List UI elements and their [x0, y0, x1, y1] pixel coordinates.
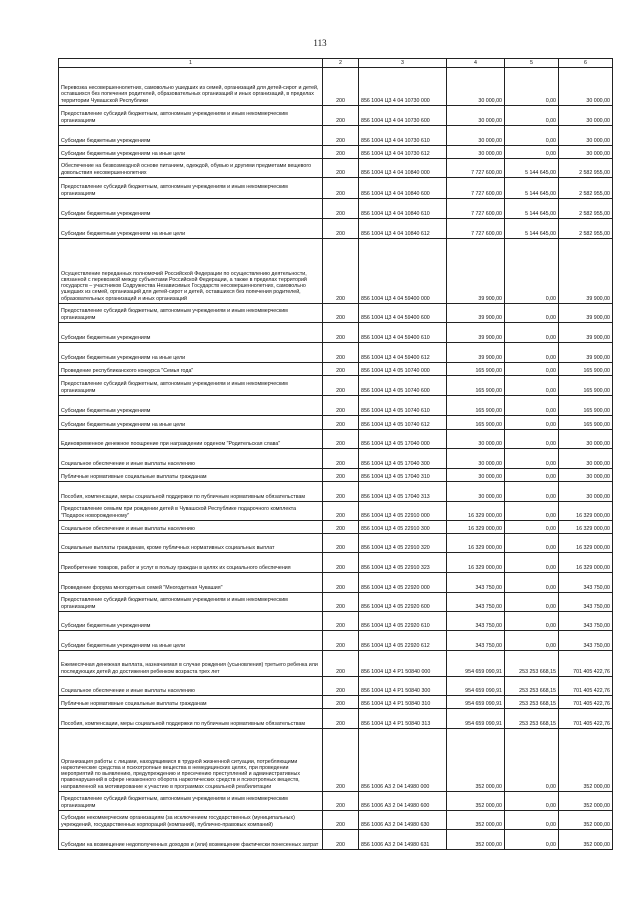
row-classification: 856 1004 Ц3 4 04 10730 610 — [359, 126, 447, 146]
row-executed-amount: 0,00 — [505, 68, 559, 106]
table-row — [59, 416, 613, 430]
table-row — [59, 792, 613, 811]
row-unexecuted-amount: 352 000,00 — [559, 729, 613, 792]
column-header: 6 — [559, 59, 613, 68]
row-unexecuted-amount: 701 405 422,76 — [559, 651, 613, 677]
row-classification: 856 1004 Ц3 4 05 22910 323 — [359, 553, 447, 573]
row-code: 200 — [323, 178, 359, 199]
row-name: Проведение форума многодетных семей "Многодетная Чувашия" — [59, 573, 323, 593]
row-code: 200 — [323, 376, 359, 396]
row-unexecuted-amount: 30 000,00 — [559, 68, 613, 106]
row-name: Осуществление переданных полномочий Российской Федерации по осуществлению деятельности, связанной с перевозкой между субъектами Российской Федерации, а также в пределах территорий государств – участников Содружества Независимых Государств несовершеннолетних, самовольно ушедших из семей, организаций для детей-сирот и детей, оставшихся без попечения родителей, образовательных организаций и иных организаций — [59, 239, 323, 304]
table-row — [59, 709, 613, 729]
row-executed-amount: 0,00 — [505, 573, 559, 593]
row-unexecuted-amount: 16 329 000,00 — [559, 534, 613, 553]
row-unexecuted-amount: 39 900,00 — [559, 343, 613, 363]
row-executed-amount: 0,00 — [505, 830, 559, 850]
row-name: Пособия, компенсации, меры социальной поддержки по публичным нормативным обязательствам — [59, 709, 323, 729]
row-code: 200 — [323, 651, 359, 677]
table-row — [59, 159, 613, 178]
row-name: Перевозка несовершеннолетних, самовольно ушедших из семей, организаций для детей-сирот и детей, оставшихся без попечения родителей, образовательных организаций и иных организаций, в пределах территории Чувашской Республики — [59, 68, 323, 106]
row-executed-amount: 0,00 — [505, 106, 559, 126]
row-classification: 856 1004 Ц3 4 04 10730 000 — [359, 68, 447, 106]
row-executed-amount: 0,00 — [505, 239, 559, 304]
table-row — [59, 68, 613, 106]
row-name: Социальные выплаты гражданам, кроме публичных нормативных социальных выплат — [59, 534, 323, 553]
row-code: 200 — [323, 502, 359, 521]
table-row — [59, 830, 613, 850]
row-classification: 856 1006 А3 2 04 14980 630 — [359, 811, 447, 830]
row-code: 200 — [323, 469, 359, 482]
row-classification: 856 1004 Ц3 4 05 10740 000 — [359, 363, 447, 376]
row-classification: 856 1004 Ц3 4 05 17040 300 — [359, 449, 447, 469]
table-row — [59, 651, 613, 677]
row-classification: 856 1004 Ц3 4 05 22920 000 — [359, 573, 447, 593]
row-unexecuted-amount: 16 329 000,00 — [559, 521, 613, 534]
row-approved-amount: 343 750,00 — [447, 631, 505, 651]
column-header: 1 — [59, 59, 323, 68]
row-code: 200 — [323, 612, 359, 631]
row-code: 200 — [323, 593, 359, 612]
table-row — [59, 482, 613, 502]
row-classification: 856 1004 Ц3 4 04 10840 612 — [359, 219, 447, 239]
table-row — [59, 343, 613, 363]
row-unexecuted-amount: 701 405 422,76 — [559, 677, 613, 696]
row-approved-amount: 39 900,00 — [447, 239, 505, 304]
row-code: 200 — [323, 811, 359, 830]
row-executed-amount: 0,00 — [505, 323, 559, 343]
row-name: Социальное обеспечение и иные выплаты населению — [59, 449, 323, 469]
column-header: 5 — [505, 59, 559, 68]
row-code: 200 — [323, 534, 359, 553]
row-approved-amount: 16 329 000,00 — [447, 521, 505, 534]
table-row — [59, 502, 613, 521]
row-approved-amount: 343 750,00 — [447, 612, 505, 631]
row-classification: 856 1006 А3 2 04 14980 600 — [359, 792, 447, 811]
row-name: Предоставление субсидий бюджетным, автономным учреждениям и иным некоммерческим организациям — [59, 792, 323, 811]
table-row — [59, 811, 613, 830]
row-classification: 856 1004 Ц3 4 05 10740 610 — [359, 396, 447, 416]
row-unexecuted-amount: 2 582 955,00 — [559, 159, 613, 178]
row-approved-amount: 954 659 090,91 — [447, 651, 505, 677]
row-classification: 856 1004 Ц3 4 05 17040 310 — [359, 469, 447, 482]
row-classification: 856 1004 Ц3 4 04 10840 000 — [359, 159, 447, 178]
row-classification: 856 1006 А3 2 04 14980 631 — [359, 830, 447, 850]
row-executed-amount: 0,00 — [505, 729, 559, 792]
row-code: 200 — [323, 449, 359, 469]
row-approved-amount: 30 000,00 — [447, 146, 505, 159]
row-name: Организация работы с лицами, находящимися в трудной жизненной ситуации, потребляющими наркотические средства и психотропные вещества в немедицинских целях, при проведении мероприятий по выявлению, предупреждению и пресечению преступлений и административных правонарушений в сфере незаконного оборота наркотических средств и психотропных веществ, направленной на мотивирование к участию в программах социальной реабилитации — [59, 729, 323, 792]
row-classification: 856 1004 Ц3 4 05 22920 612 — [359, 631, 447, 651]
row-classification: 856 1004 Ц3 4 04 59400 600 — [359, 304, 447, 323]
row-executed-amount: 0,00 — [505, 343, 559, 363]
row-classification: 856 1004 Ц3 4 05 17040 313 — [359, 482, 447, 502]
row-approved-amount: 39 900,00 — [447, 343, 505, 363]
row-classification: 856 1004 Ц3 4 05 22910 300 — [359, 521, 447, 534]
row-name: Предоставление субсидий бюджетным, автономным учреждениям и иным некоммерческим организациям — [59, 178, 323, 199]
row-name: Предоставление субсидий бюджетным, автономным учреждениям и иным некоммерческим организациям — [59, 304, 323, 323]
row-classification: 856 1004 Ц3 4 04 10730 612 — [359, 146, 447, 159]
row-name: Субсидии бюджетным учреждениям на иные цели — [59, 146, 323, 159]
row-code: 200 — [323, 573, 359, 593]
row-executed-amount: 0,00 — [505, 430, 559, 449]
row-unexecuted-amount: 30 000,00 — [559, 449, 613, 469]
row-approved-amount: 30 000,00 — [447, 106, 505, 126]
row-unexecuted-amount: 165 900,00 — [559, 416, 613, 430]
row-classification: 856 1004 Ц3 4 05 22910 320 — [359, 534, 447, 553]
row-name: Предоставление субсидий бюджетным, автономным учреждениям и иным некоммерческим организациям — [59, 106, 323, 126]
row-executed-amount: 0,00 — [505, 593, 559, 612]
row-classification: 856 1004 Ц3 4 Р1 50840 000 — [359, 651, 447, 677]
row-name: Субсидии бюджетным учреждениям — [59, 612, 323, 631]
row-executed-amount: 0,00 — [505, 146, 559, 159]
row-unexecuted-amount: 352 000,00 — [559, 830, 613, 850]
table-row — [59, 521, 613, 534]
row-name: Предоставление субсидий бюджетным, автономным учреждениям и иным некоммерческим организациям — [59, 376, 323, 396]
row-approved-amount: 352 000,00 — [447, 811, 505, 830]
row-classification: 856 1006 А3 2 04 14980 000 — [359, 729, 447, 792]
row-unexecuted-amount: 165 900,00 — [559, 363, 613, 376]
row-executed-amount: 253 253 668,15 — [505, 709, 559, 729]
row-executed-amount: 0,00 — [505, 416, 559, 430]
row-unexecuted-amount: 343 750,00 — [559, 573, 613, 593]
row-name: Ежемесячная денежная выплата, назначаемая в случае рождения (усыновления) третьего ребенка или последующих детей до достижения ребенком возраста трех лет — [59, 651, 323, 677]
row-name: Субсидии бюджетным учреждениям — [59, 199, 323, 219]
row-executed-amount: 0,00 — [505, 553, 559, 573]
row-executed-amount: 0,00 — [505, 502, 559, 521]
row-approved-amount: 7 727 600,00 — [447, 159, 505, 178]
row-unexecuted-amount: 39 900,00 — [559, 304, 613, 323]
row-unexecuted-amount: 30 000,00 — [559, 126, 613, 146]
row-executed-amount: 0,00 — [505, 631, 559, 651]
budget-table — [58, 58, 613, 850]
row-name: Субсидии бюджетным учреждениям на иные цели — [59, 631, 323, 651]
table-row — [59, 469, 613, 482]
table-row — [59, 573, 613, 593]
row-executed-amount: 5 144 645,00 — [505, 178, 559, 199]
table-row — [59, 612, 613, 631]
table-row — [59, 323, 613, 343]
row-name: Субсидии бюджетным учреждениям — [59, 323, 323, 343]
row-unexecuted-amount: 2 582 955,00 — [559, 219, 613, 239]
row-code: 200 — [323, 631, 359, 651]
row-classification: 856 1004 Ц3 4 04 59400 000 — [359, 239, 447, 304]
row-approved-amount: 30 000,00 — [447, 482, 505, 502]
row-code: 200 — [323, 792, 359, 811]
row-approved-amount: 343 750,00 — [447, 593, 505, 612]
row-approved-amount: 39 900,00 — [447, 304, 505, 323]
row-unexecuted-amount: 39 900,00 — [559, 239, 613, 304]
row-name: Субсидии бюджетным учреждениям — [59, 396, 323, 416]
row-code: 200 — [323, 553, 359, 573]
row-executed-amount: 0,00 — [505, 792, 559, 811]
row-name: Пособия, компенсации, меры социальной поддержки по публичным нормативным обязательствам — [59, 482, 323, 502]
row-name: Предоставление семьям при рождении детей в Чувашской Республике подарочного комплекта "Подарок новорожденному" — [59, 502, 323, 521]
row-code: 200 — [323, 106, 359, 126]
row-code: 200 — [323, 219, 359, 239]
row-approved-amount: 165 900,00 — [447, 363, 505, 376]
row-name: Проведение республиканского конкурса "Семья года" — [59, 363, 323, 376]
column-header: 4 — [447, 59, 505, 68]
row-executed-amount: 5 144 645,00 — [505, 199, 559, 219]
row-code: 200 — [323, 416, 359, 430]
table-row — [59, 199, 613, 219]
row-approved-amount: 352 000,00 — [447, 830, 505, 850]
row-code: 200 — [323, 159, 359, 178]
row-code: 200 — [323, 146, 359, 159]
row-approved-amount: 165 900,00 — [447, 416, 505, 430]
row-unexecuted-amount: 30 000,00 — [559, 146, 613, 159]
table-row — [59, 126, 613, 146]
row-approved-amount: 16 329 000,00 — [447, 502, 505, 521]
row-approved-amount: 954 659 090,91 — [447, 677, 505, 696]
row-name: Субсидии бюджетным учреждениям — [59, 126, 323, 146]
row-executed-amount: 253 253 668,15 — [505, 651, 559, 677]
row-name: Приобретение товаров, работ и услуг в пользу граждан в целях их социального обеспечения — [59, 553, 323, 573]
row-unexecuted-amount: 2 582 955,00 — [559, 199, 613, 219]
row-name: Субсидии бюджетным учреждениям на иные цели — [59, 343, 323, 363]
row-unexecuted-amount: 30 000,00 — [559, 482, 613, 502]
row-code: 200 — [323, 68, 359, 106]
row-name: Предоставление субсидий бюджетным, автономным учреждениям и иным некоммерческим организациям — [59, 593, 323, 612]
row-code: 200 — [323, 239, 359, 304]
column-header: 3 — [359, 59, 447, 68]
table-row — [59, 553, 613, 573]
row-unexecuted-amount: 165 900,00 — [559, 396, 613, 416]
row-unexecuted-amount: 30 000,00 — [559, 469, 613, 482]
row-unexecuted-amount: 352 000,00 — [559, 811, 613, 830]
row-code: 200 — [323, 709, 359, 729]
row-approved-amount: 352 000,00 — [447, 792, 505, 811]
table-row — [59, 376, 613, 396]
row-executed-amount: 5 144 645,00 — [505, 159, 559, 178]
row-name: Субсидии на возмещение недополученных доходов и (или) возмещение фактически понесенных затрат — [59, 830, 323, 850]
table-row — [59, 178, 613, 199]
row-name: Субсидии бюджетным учреждениям на иные цели — [59, 416, 323, 430]
row-approved-amount: 954 659 090,91 — [447, 709, 505, 729]
table-row — [59, 304, 613, 323]
row-approved-amount: 7 727 600,00 — [447, 178, 505, 199]
table-row — [59, 396, 613, 416]
row-code: 200 — [323, 677, 359, 696]
table-row — [59, 239, 613, 304]
row-unexecuted-amount: 701 405 422,76 — [559, 696, 613, 709]
row-code: 200 — [323, 343, 359, 363]
row-classification: 856 1004 Ц3 4 05 10740 612 — [359, 416, 447, 430]
table-row — [59, 430, 613, 449]
row-classification: 856 1004 Ц3 4 04 10840 600 — [359, 178, 447, 199]
row-executed-amount: 0,00 — [505, 376, 559, 396]
row-code: 200 — [323, 729, 359, 792]
row-code: 200 — [323, 363, 359, 376]
row-unexecuted-amount: 165 900,00 — [559, 376, 613, 396]
row-approved-amount: 352 000,00 — [447, 729, 505, 792]
row-code: 200 — [323, 304, 359, 323]
row-code: 200 — [323, 126, 359, 146]
row-name: Единовременное денежное поощрение при награждении орденом "Родительская слава" — [59, 430, 323, 449]
row-approved-amount: 7 727 600,00 — [447, 219, 505, 239]
row-approved-amount: 343 750,00 — [447, 573, 505, 593]
row-approved-amount: 30 000,00 — [447, 469, 505, 482]
row-approved-amount: 30 000,00 — [447, 126, 505, 146]
row-approved-amount: 39 900,00 — [447, 323, 505, 343]
row-classification: 856 1004 Ц3 4 04 10730 600 — [359, 106, 447, 126]
row-executed-amount: 5 144 645,00 — [505, 219, 559, 239]
row-classification: 856 1004 Ц3 4 05 22920 610 — [359, 612, 447, 631]
row-executed-amount: 0,00 — [505, 521, 559, 534]
row-name: Публичные нормативные социальные выплаты гражданам — [59, 469, 323, 482]
row-executed-amount: 0,00 — [505, 469, 559, 482]
row-executed-amount: 0,00 — [505, 449, 559, 469]
row-unexecuted-amount: 30 000,00 — [559, 106, 613, 126]
row-executed-amount: 0,00 — [505, 811, 559, 830]
table-row — [59, 593, 613, 612]
row-classification: 856 1004 Ц3 4 05 22920 600 — [359, 593, 447, 612]
row-executed-amount: 0,00 — [505, 396, 559, 416]
row-classification: 856 1004 Ц3 4 04 59400 610 — [359, 323, 447, 343]
column-number-row — [59, 59, 613, 68]
row-classification: 856 1004 Ц3 4 05 22910 000 — [359, 502, 447, 521]
row-unexecuted-amount: 16 329 000,00 — [559, 553, 613, 573]
row-unexecuted-amount: 39 900,00 — [559, 323, 613, 343]
row-code: 200 — [323, 430, 359, 449]
table-row — [59, 106, 613, 126]
row-unexecuted-amount: 30 000,00 — [559, 430, 613, 449]
row-name: Обеспечение на безвозмездной основе питанием, одеждой, обувью и другими предметами вещевого довольствия несовершеннолетних — [59, 159, 323, 178]
table-row — [59, 696, 613, 709]
row-unexecuted-amount: 701 405 422,76 — [559, 709, 613, 729]
table-row — [59, 677, 613, 696]
row-executed-amount: 253 253 668,15 — [505, 696, 559, 709]
row-unexecuted-amount: 343 750,00 — [559, 631, 613, 651]
page-number: 113 — [313, 38, 327, 48]
table-row — [59, 219, 613, 239]
row-executed-amount: 0,00 — [505, 363, 559, 376]
row-classification: 856 1004 Ц3 4 Р1 50840 313 — [359, 709, 447, 729]
row-unexecuted-amount: 2 582 955,00 — [559, 178, 613, 199]
row-approved-amount: 16 329 000,00 — [447, 534, 505, 553]
row-classification: 856 1004 Ц3 4 Р1 50840 310 — [359, 696, 447, 709]
row-approved-amount: 7 727 600,00 — [447, 199, 505, 219]
row-code: 200 — [323, 696, 359, 709]
row-unexecuted-amount: 16 329 000,00 — [559, 502, 613, 521]
row-name: Социальное обеспечение и иные выплаты населению — [59, 677, 323, 696]
row-classification: 856 1004 Ц3 4 05 17040 000 — [359, 430, 447, 449]
row-unexecuted-amount: 343 750,00 — [559, 593, 613, 612]
row-code: 200 — [323, 396, 359, 416]
row-classification: 856 1004 Ц3 4 05 10740 600 — [359, 376, 447, 396]
row-approved-amount: 30 000,00 — [447, 68, 505, 106]
row-executed-amount: 0,00 — [505, 482, 559, 502]
row-name: Социальное обеспечение и иные выплаты населению — [59, 521, 323, 534]
row-approved-amount: 954 659 090,91 — [447, 696, 505, 709]
row-code: 200 — [323, 482, 359, 502]
row-approved-amount: 30 000,00 — [447, 430, 505, 449]
table-row — [59, 146, 613, 159]
row-classification: 856 1004 Ц3 4 Р1 50840 300 — [359, 677, 447, 696]
row-executed-amount: 0,00 — [505, 126, 559, 146]
row-executed-amount: 0,00 — [505, 304, 559, 323]
row-approved-amount: 16 329 000,00 — [447, 553, 505, 573]
row-name: Публичные нормативные социальные выплаты гражданам — [59, 696, 323, 709]
table-body — [59, 68, 613, 850]
row-executed-amount: 0,00 — [505, 534, 559, 553]
row-code: 200 — [323, 323, 359, 343]
row-executed-amount: 253 253 668,15 — [505, 677, 559, 696]
row-classification: 856 1004 Ц3 4 04 59400 612 — [359, 343, 447, 363]
row-classification: 856 1004 Ц3 4 04 10840 610 — [359, 199, 447, 219]
table-row — [59, 631, 613, 651]
row-code: 200 — [323, 199, 359, 219]
row-name: Субсидии некоммерческим организациям (за исключением государственных (муниципальных) учреждений, государственных корпораций (компаний), публично-правовых компаний) — [59, 811, 323, 830]
row-approved-amount: 165 900,00 — [447, 396, 505, 416]
table-row — [59, 729, 613, 792]
row-unexecuted-amount: 352 000,00 — [559, 792, 613, 811]
table-row — [59, 363, 613, 376]
row-approved-amount: 30 000,00 — [447, 449, 505, 469]
row-unexecuted-amount: 343 750,00 — [559, 612, 613, 631]
row-executed-amount: 0,00 — [505, 612, 559, 631]
column-header: 2 — [323, 59, 359, 68]
table-row — [59, 449, 613, 469]
row-name: Субсидии бюджетным учреждениям на иные цели — [59, 219, 323, 239]
table-row — [59, 534, 613, 553]
row-approved-amount: 165 900,00 — [447, 376, 505, 396]
row-code: 200 — [323, 521, 359, 534]
row-code: 200 — [323, 830, 359, 850]
